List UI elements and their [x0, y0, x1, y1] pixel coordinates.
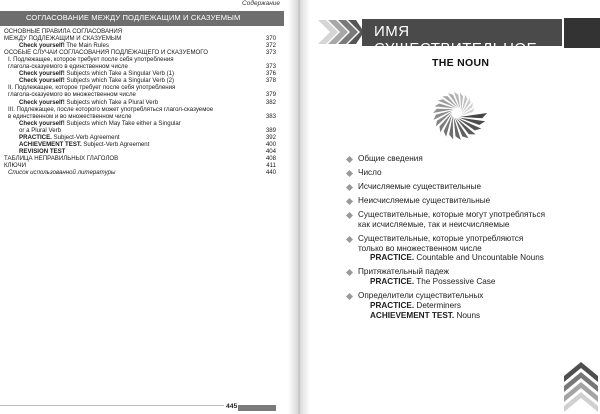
subitem-label: ACHIEVEMENT TEST. — [370, 310, 455, 320]
diamond-bullet-icon — [346, 269, 353, 276]
chapter-subtitle: THE NOUN — [432, 57, 490, 69]
chapter-list-subitem: PRACTICE. The Possessive Case — [370, 277, 496, 287]
toc-entry-page: 370 — [265, 35, 276, 43]
swirl-ornament-icon — [426, 82, 488, 144]
toc-entry-title: в единственном и во множественном числе — [8, 112, 132, 120]
chapter-list-item-text: Определители существительных — [358, 291, 484, 301]
left-page — [0, 0, 298, 414]
diamond-bullet-icon — [346, 170, 353, 177]
toc-entry-page: 382 — [265, 98, 276, 106]
toc-entry-title: ОСОБЫЕ СЛУЧАИ СОГЛАСОВАНИЯ ПОДЛЕЖАЩЕГО И СКАЗУЕМОГО — [4, 49, 208, 57]
chapter-list-item-text: Исчисляемые существительные — [358, 182, 482, 191]
toc-entry-page: 379 — [265, 91, 276, 99]
chapter-list-item-text: Число — [358, 168, 382, 177]
toc-entry-page: 411 — [266, 161, 276, 169]
toc-entry-bold: Check yourself! — [19, 98, 65, 106]
toc-entry-bold: REVISION TEST — [19, 147, 66, 155]
toc-entry-title: Check yourself! Subjects which Take a Singular Verb (1) — [19, 70, 175, 78]
toc-entry-title: КЛЮЧИ — [4, 161, 26, 169]
chevron-up-decoration-icon — [564, 360, 598, 412]
chevron-decoration-icon — [318, 20, 364, 44]
toc-entry-title: глагола-сказуемого в единственном числе — [8, 63, 128, 71]
chapter-title-bar — [362, 19, 562, 57]
chapter-title: ИМЯ СУЩЕСТВИТЕЛЬНОЕ — [374, 23, 538, 57]
diamond-bullet-icon — [346, 212, 353, 219]
diamond-bullet-icon — [346, 184, 353, 191]
chapter-list-item-text: Неисчисляемые существительные — [358, 196, 491, 205]
chapter-list-item-text: только во множественном числе — [358, 243, 482, 253]
toc-entry-page: 373 — [265, 49, 276, 57]
subitem-label: PRACTICE. — [370, 277, 415, 287]
toc-entry-title: глагола-сказуемого во множественном числе — [8, 91, 136, 99]
toc-entry-page: 372 — [265, 42, 276, 50]
diamond-bullet-icon — [346, 156, 353, 163]
section-bar — [0, 11, 284, 26]
toc-entry-page: 389 — [265, 126, 276, 134]
diamond-bullet-icon — [346, 236, 353, 243]
running-head: Содержание — [242, 0, 280, 7]
page-number: 445 — [226, 403, 238, 410]
toc-entry-title: or a Plural Verb — [19, 126, 62, 134]
footer-rule — [0, 405, 224, 406]
toc-entry-page: 373 — [265, 63, 276, 71]
chapter-list-item-text: Притяжательный падеж — [358, 267, 449, 277]
toc-entry-page: 378 — [265, 77, 276, 85]
toc-entry-page: 408 — [265, 154, 276, 162]
toc-entry-title: II. Подлежащее, которое требует после себя употребления — [8, 84, 176, 92]
diamond-bullet-icon — [346, 293, 353, 300]
toc-entry-title: Check yourself! Subjects which Take a Singular Verb (2) — [19, 77, 175, 85]
toc-entry-title: I. Подлежащее, которое требует после себя употребления — [8, 56, 174, 64]
toc-entry-page: 392 — [265, 133, 276, 141]
toc-entry-bold: ACHIEVEMENT TEST. — [19, 140, 82, 148]
chapter-list-subitem: ACHIEVEMENT TEST. Nouns — [370, 310, 481, 320]
toc-entry-title — [8, 170, 116, 177]
toc-entry-title: Check yourself! Subjects which Take a Plural Verb — [19, 98, 159, 106]
right-page — [300, 0, 600, 414]
footer-bar — [238, 405, 276, 411]
diamond-bullet-icon — [346, 198, 353, 205]
title-bar-end — [564, 18, 600, 48]
toc-entry-page: 383 — [265, 112, 276, 120]
toc-entry-bold: Check yourself! — [19, 70, 65, 78]
subitem-label: PRACTICE. — [370, 300, 415, 310]
section-bar-title: СОГЛАСОВАНИЕ МЕЖДУ ПОДЛЕЖАЩИМ И СКАЗУЕМЫМ — [26, 13, 241, 22]
toc-entry-title: Check yourself! The Main Rules — [19, 42, 109, 50]
toc-entry-page: 404 — [265, 147, 276, 155]
toc-entry-bold: PRACTICE. — [19, 133, 52, 141]
toc-entry-page: 400 — [265, 140, 276, 148]
toc-entry-title: МЕЖДУ ПОДЛЕЖАЩИМ И СКАЗУЕМЫМ — [4, 35, 122, 43]
chapter-list-item-text: как исчисляемые, так и неисчисляемые — [358, 219, 510, 229]
toc-entry-bold: Check yourself! — [19, 119, 65, 127]
chapter-list-item-text: Общие сведения — [358, 154, 423, 163]
toc-entry-page: 376 — [265, 70, 276, 78]
toc-entry-bold: Check yourself! — [19, 77, 65, 85]
toc-entry-title: ТАБЛИЦА НЕПРАВИЛЬНЫХ ГЛАГОЛОВ — [4, 154, 119, 162]
chapter-list-subitem: PRACTICE. Countable and Uncountable Nouns — [370, 253, 544, 263]
toc-entry-title: PRACTICE. Subject-Verb Agreement — [19, 133, 120, 141]
subitem-label: PRACTICE. — [370, 253, 415, 263]
toc-entry-page: 440 — [265, 169, 276, 176]
chapter-list-item-text: Существительные, которые употребляются — [358, 233, 524, 243]
toc-entry-bold: Check yourself! — [19, 42, 65, 50]
toc-entry-title: ACHIEVEMENT TEST. Subject-Verb Agreement — [19, 140, 150, 148]
toc-entry-title: Check yourself! Subjects which May Take either a Singular — [19, 119, 181, 127]
toc-entry-italic: Список использованной литературы — [8, 169, 116, 176]
chapter-list-item-text: Существительные, которые могут употребляться — [358, 210, 546, 219]
toc-entry-title: ОСНОВНЫЕ ПРАВИЛА СОГЛАСОВАНИЯ — [4, 28, 123, 35]
toc-entry-title: III. Подлежащее, после которого может употребляться глагол-сказуемое — [8, 105, 214, 113]
chapter-list-subitem: PRACTICE. Determiners — [370, 300, 461, 310]
